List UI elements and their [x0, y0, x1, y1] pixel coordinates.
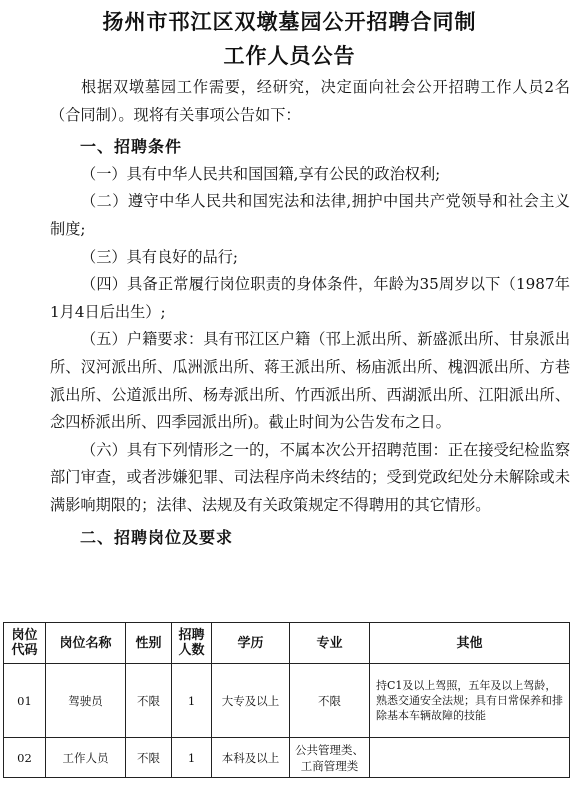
cell-education: 本科及以上: [212, 738, 290, 778]
section-2-heading: 二、招聘岗位及要求: [80, 527, 234, 547]
condition-6: （六）具有下列情形之一的，不属本次公开招聘范围：正在接受纪检监察部门审查，或者涉嫌犯罪、司法程序尚未终结的；受到党政纪处分未解除或未满影响期限的；法律、法规及有关政策规定不得聘用的其它情形。: [50, 440, 570, 514]
header-name: 岗位名称: [46, 623, 126, 664]
cell-gender: 不限: [126, 738, 172, 778]
header-code: 岗位代码: [4, 623, 46, 664]
announcement-body: [50, 74, 570, 551]
condition-5: （五）户籍要求：具有邗江区户籍（邗上派出所、新盛派出所、甘泉派出所、汊河派出所、瓜洲派出所、蒋王派出所、杨庙派出所、槐泗派出所、方巷派出所、公道派出所、杨寿派出所、竹西派出所、西湖派出所、江阳派出所、念四桥派出所、四季园派出所)。截止时间为公告发布之日。: [50, 330, 570, 432]
condition-4: （四）具备正常履行岗位职责的身体条件，年龄为35周岁以下（1987年1月4日后出生）;: [50, 275, 570, 321]
header-gender: 性别: [126, 623, 172, 664]
cell-other: 持C1及以上驾照，五年及以上驾龄，熟悉交通安全法规；具有日常保养和排除基本车辆故障的技能: [370, 664, 570, 738]
condition-2: （二）遵守中华人民共和国宪法和法律,拥护中国共产党领导和社会主义制度;: [50, 192, 570, 238]
section-1-heading: 一、招聘条件: [80, 137, 183, 157]
condition-3: （三）具有良好的品行;: [81, 247, 238, 266]
cell-count: 1: [172, 738, 212, 778]
cell-name: 工作人员: [46, 738, 126, 778]
cell-code: 02: [4, 738, 46, 778]
table-row: [4, 738, 570, 778]
cell-major: 公共管理类、工商管理类: [290, 738, 370, 778]
positions-table: [3, 622, 570, 778]
condition-1: （一）具有中华人民共和国国籍,享有公民的政治权利;: [81, 164, 441, 183]
cell-name: 驾驶员: [46, 664, 126, 738]
cell-gender: 不限: [126, 664, 172, 738]
cell-education: 大专及以上: [212, 664, 290, 738]
header-other: 其他: [370, 623, 570, 664]
cell-other: [370, 738, 570, 778]
header-major: 专业: [290, 623, 370, 664]
title-line-1: 扬州市邗江区双墩墓园公开招聘合同制: [102, 9, 477, 34]
cell-major: 不限: [290, 664, 370, 738]
cell-count: 1: [172, 664, 212, 738]
title-line-2: 工作人员公告: [223, 43, 356, 68]
header-count: 招聘人数: [172, 623, 212, 664]
cell-code: 01: [4, 664, 46, 738]
intro-paragraph: 根据双墩墓园工作需要，经研究，决定面向社会公开招聘工作人员2名（合同制）。现将有关事项公告如下：: [50, 78, 570, 124]
header-education: 学历: [212, 623, 290, 664]
table-row: [4, 664, 570, 738]
table-header-row: [4, 623, 570, 664]
